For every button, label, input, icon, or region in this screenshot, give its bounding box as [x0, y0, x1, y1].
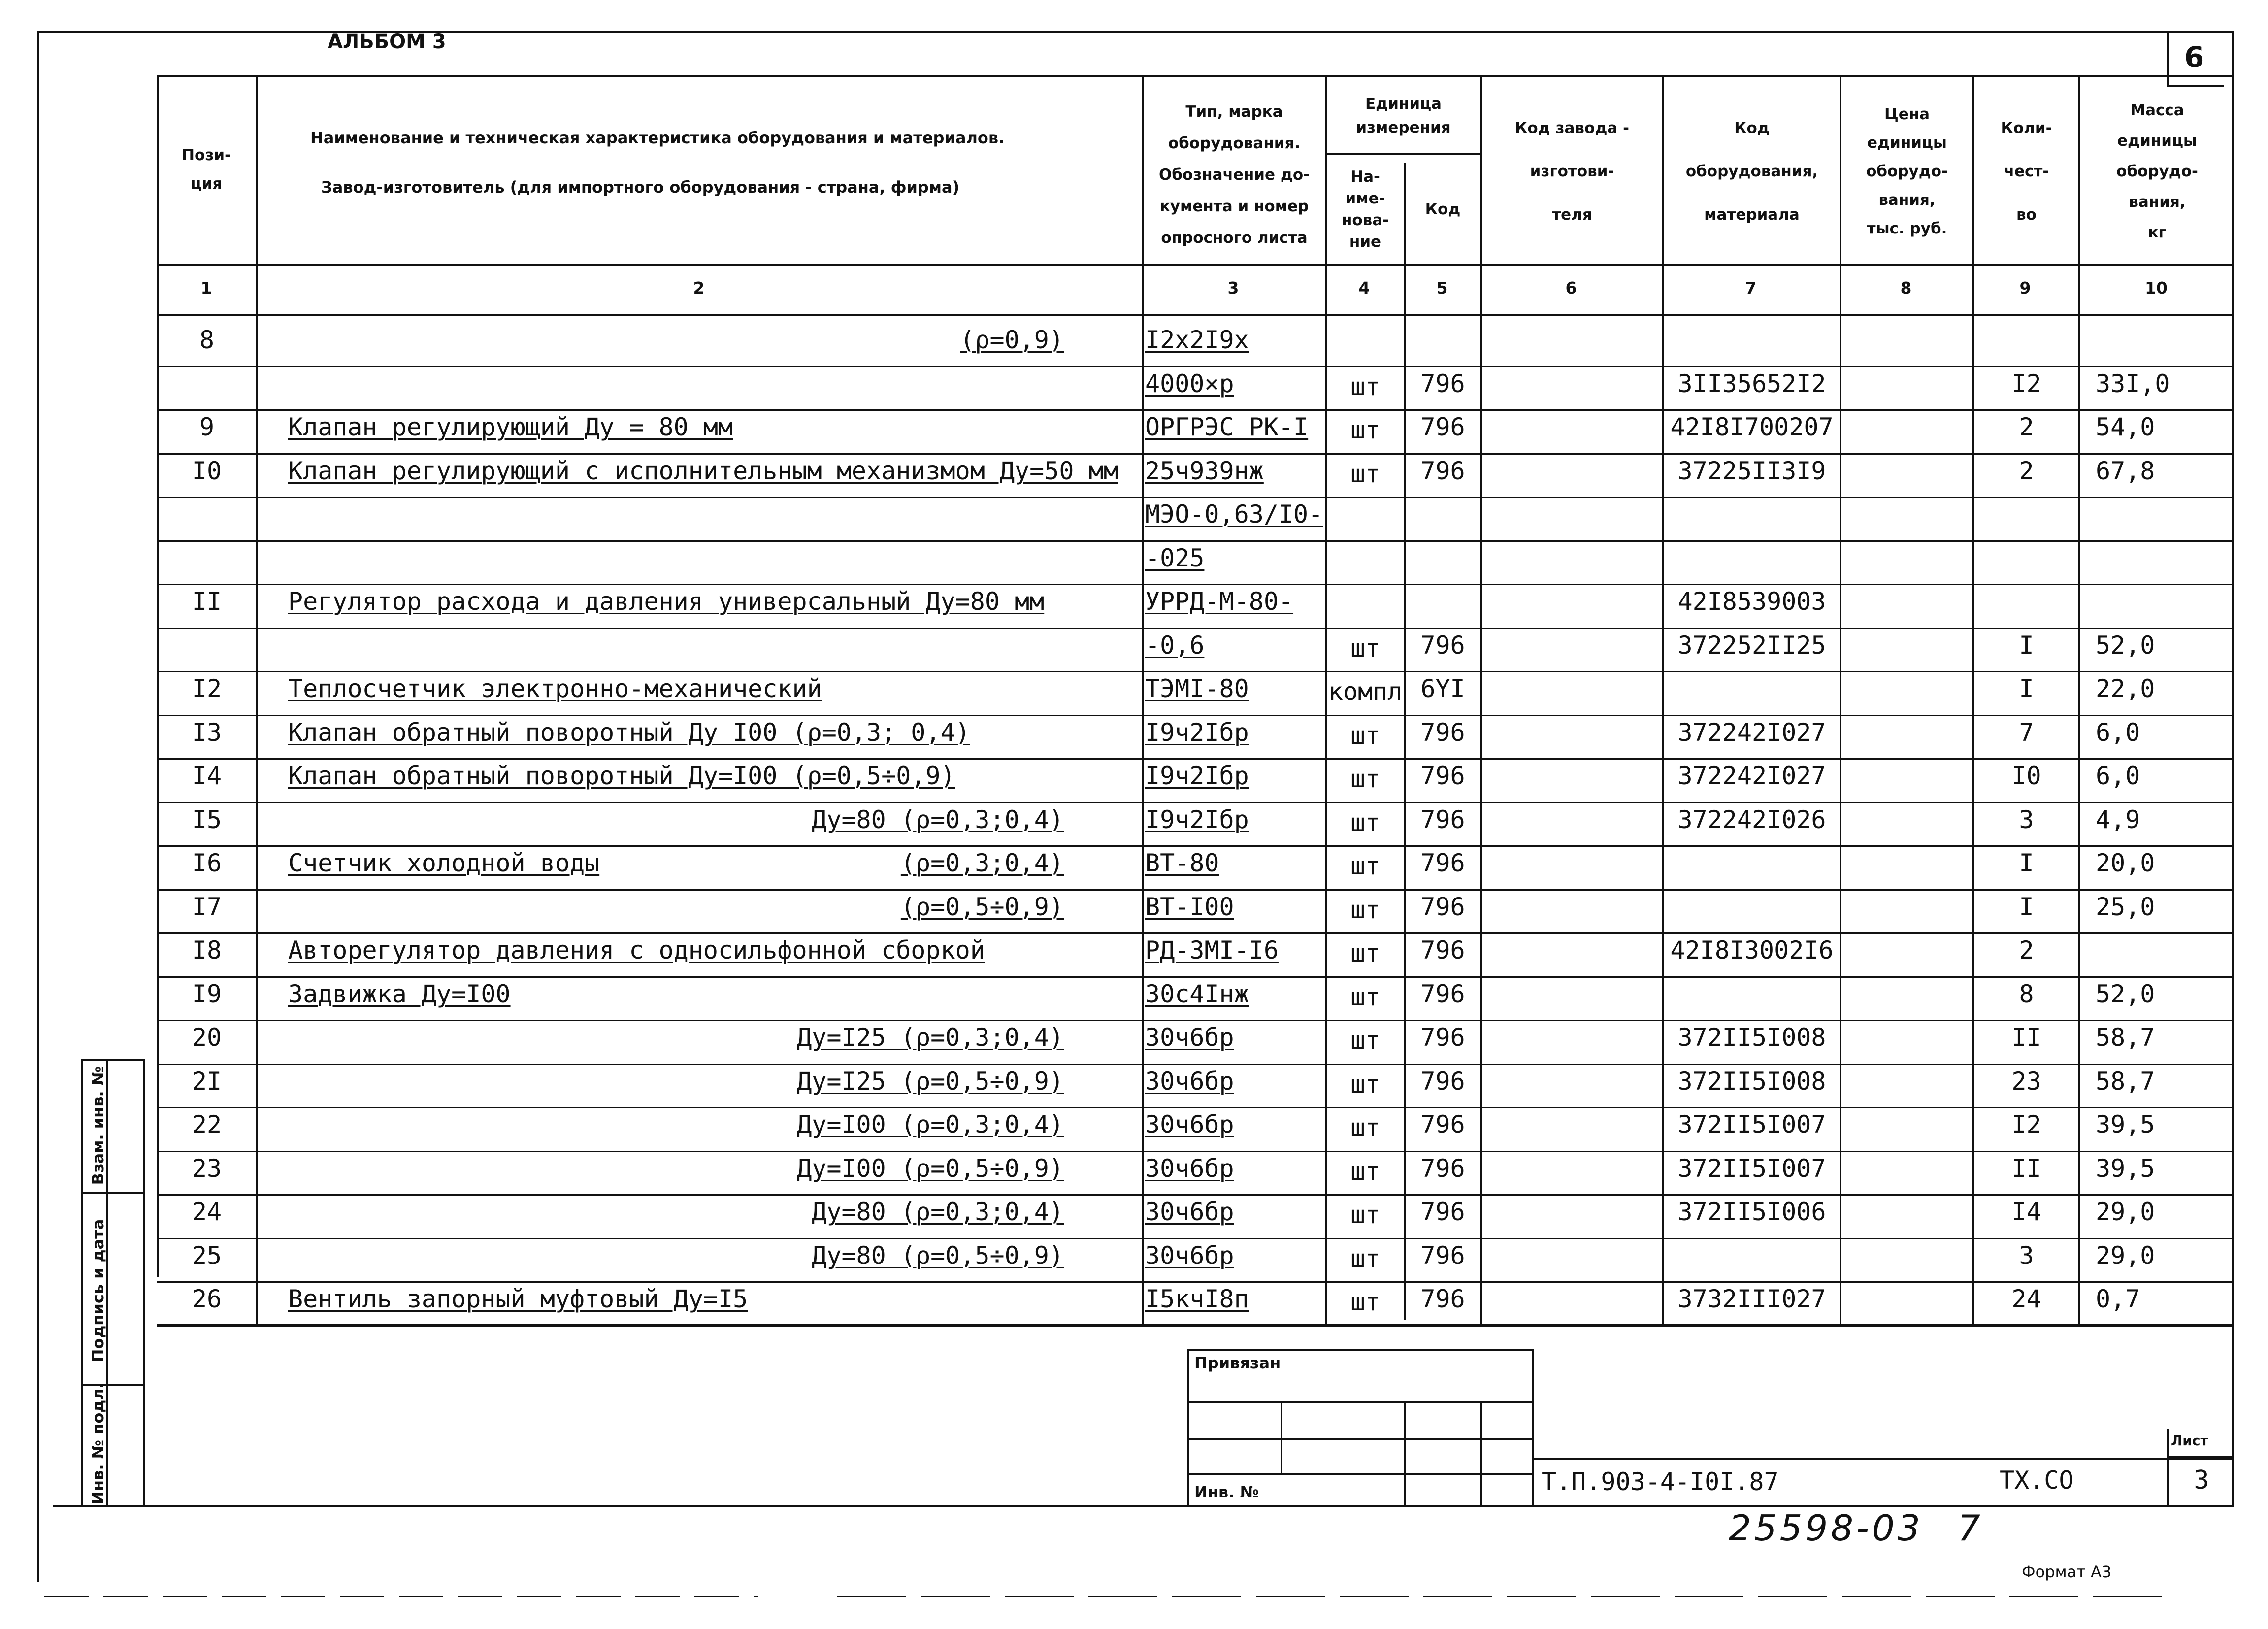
album-label: АЛЬБОМ 3 [328, 31, 446, 53]
column-number-3: 3 [1227, 278, 1239, 298]
row-position: 24 [192, 1197, 222, 1226]
row-unit-code: 796 [1420, 892, 1465, 921]
row-mass: 29,0 [2096, 1197, 2155, 1226]
row-mass: 6,0 [2096, 762, 2140, 790]
header-unit-code: Код [1425, 200, 1461, 218]
header-position: Пози- ция [182, 146, 231, 193]
colnum-bottom-line [157, 314, 2234, 316]
row-quantity: 8 [2019, 979, 2034, 1008]
row-unit-code: 6ҮI [1420, 674, 1465, 703]
row-name-detail: Ду=80 (ρ=0,3;0,4) [812, 805, 1064, 834]
row-line [157, 715, 2234, 716]
row-position: 26 [192, 1285, 222, 1313]
row-mass: 52,0 [2096, 979, 2155, 1008]
row-position: 2I [192, 1066, 222, 1096]
row-position: 8 [199, 326, 215, 354]
row-type: ОРГРЭС РК-I [1145, 413, 1309, 441]
row-quantity: 2 [2019, 413, 2034, 441]
row-mass: 33I,0 [2096, 369, 2170, 398]
row-equipment-code: 372II5I006 [1677, 1197, 1826, 1226]
stamp-title-line [1534, 1458, 2234, 1460]
row-line [157, 584, 2234, 585]
row-name: Вентиль запорный муфтовый Ду=I5 [288, 1285, 748, 1313]
column-number-4: 4 [1358, 278, 1370, 298]
row-mass: 29,0 [2096, 1241, 2155, 1270]
row-quantity: 3 [2019, 805, 2034, 834]
row-unit: шт [1350, 721, 1381, 750]
row-line [157, 758, 2234, 760]
row-unit-code: 796 [1420, 1110, 1465, 1139]
row-equipment-code: 372242I027 [1677, 762, 1826, 790]
row-equipment-code: 372II5I008 [1677, 1066, 1826, 1096]
row-name: Задвижка Ду=I00 [288, 979, 511, 1008]
row-equipment-code: 372II5I008 [1677, 1023, 1826, 1052]
row-quantity: 2 [2019, 456, 2034, 485]
row-quantity: 3 [2019, 1241, 2034, 1270]
row-unit-code: 796 [1420, 936, 1465, 964]
row-unit: шт [1350, 895, 1381, 924]
row-quantity: II [2011, 1154, 2041, 1183]
row-position: 9 [199, 413, 215, 441]
row-line [157, 976, 2234, 978]
row-unit-code: 796 [1420, 1066, 1465, 1096]
row-type: 30ч6бр [1145, 1066, 1234, 1096]
left-margin-line [37, 31, 39, 1582]
column-number-5: 5 [1436, 278, 1448, 298]
row-quantity: I [2019, 849, 2034, 877]
header-name-line1: Наименование и техническая характеристика оборудования и материалов. [310, 129, 1005, 147]
stamp-vline-3 [1480, 1401, 1482, 1507]
side-strip-top [81, 1059, 145, 1061]
row-name: Счетчик холодной воды [288, 849, 600, 877]
row-unit: компл [1328, 677, 1403, 706]
row-unit-code: 796 [1420, 1154, 1465, 1183]
row-position: I3 [192, 718, 222, 747]
row-line [157, 845, 2234, 847]
row-name-detail: Ду=80 (ρ=0,3;0,4) [812, 1197, 1064, 1226]
row-name: Клапан регулирующий с исполнительным механизмом Ду=50 мм [288, 456, 1118, 485]
side-strip-right-line [143, 1059, 145, 1507]
row-unit: шт [1350, 765, 1381, 793]
row-mass: 52,0 [2096, 631, 2155, 660]
row-type: I9ч2Iбр [1145, 718, 1249, 747]
row-name: Теплосчетчик электронно-механический [288, 674, 822, 703]
row-unit: шт [1350, 1288, 1381, 1316]
row-unit: шт [1350, 1200, 1381, 1229]
row-unit: шт [1350, 1069, 1381, 1098]
row-name: Клапан регулирующий Ду = 80 мм [288, 413, 733, 441]
header-unit-group: Единица измерения [1356, 95, 1451, 136]
row-equipment-code: 372II5I007 [1677, 1154, 1826, 1183]
row-quantity: 23 [2011, 1066, 2041, 1096]
row-equipment-code: 3732III027 [1677, 1285, 1826, 1313]
row-position: I5 [192, 805, 222, 834]
row-type: 30ч6бр [1145, 1110, 1234, 1139]
row-position: 25 [192, 1241, 222, 1270]
row-mass: 67,8 [2096, 456, 2155, 485]
side-label-signature-date: Подпись и дата [89, 1219, 107, 1363]
side-label-replace-inv: Взам. инв. № [89, 1066, 107, 1185]
stamp-doc-code: Т.П.903-4-I0I.87 [1542, 1467, 1779, 1496]
row-mass: 6,0 [2096, 718, 2140, 747]
row-unit: шт [1350, 1113, 1381, 1142]
row-mass: 22,0 [2096, 674, 2155, 703]
row-unit-code: 796 [1420, 979, 1465, 1008]
row-unit-code: 796 [1420, 456, 1465, 485]
corner-page-number: 6 [2184, 40, 2204, 74]
row-unit: шт [1350, 808, 1381, 837]
stamp-sheet-line [2167, 1456, 2234, 1458]
row-name-detail: Ду=I00 (ρ=0,3;0,4) [797, 1110, 1064, 1139]
header-unit-name: На- име- нова- ние [1341, 167, 1389, 251]
row-name-detail: (ρ=0,3;0,4) [900, 849, 1064, 877]
row-line [157, 1151, 2234, 1152]
row-unit: шт [1350, 1244, 1381, 1273]
row-unit: шт [1350, 1026, 1381, 1055]
row-position: II [192, 587, 222, 616]
row-type: I9ч2Iбр [1145, 805, 1249, 834]
row-type: 30с4Iнж [1145, 979, 1249, 1008]
row-type: 30ч6бр [1145, 1154, 1234, 1183]
row-quantity: I [2019, 674, 2034, 703]
row-position: I8 [192, 936, 222, 964]
column-number-8: 8 [1900, 278, 1912, 298]
row-unit-code: 796 [1420, 631, 1465, 660]
row-equipment-code: 37225II3I9 [1677, 456, 1826, 485]
row-position: 22 [192, 1110, 222, 1139]
column-number-7: 7 [1745, 278, 1757, 298]
row-mass: 39,5 [2096, 1110, 2155, 1139]
row-equipment-code: 372II5I007 [1677, 1110, 1826, 1139]
row-line [157, 453, 2234, 455]
row-unit: шт [1350, 459, 1381, 488]
row-type: I9ч2Iбр [1145, 762, 1249, 790]
row-unit: шт [1350, 372, 1381, 401]
row-name-detail: Ду=I25 (ρ=0,3;0,4) [797, 1023, 1064, 1052]
row-type: 25ч939нж [1145, 456, 1264, 485]
row-unit: шт [1350, 416, 1381, 444]
row-unit-code: 796 [1420, 1241, 1465, 1270]
row-line [157, 628, 2234, 629]
row-equipment-code: 372252II25 [1677, 631, 1826, 660]
row-mass: 39,5 [2096, 1154, 2155, 1183]
column-number-1: 1 [200, 278, 212, 298]
row-unit: шт [1350, 852, 1381, 880]
row-type: ВТ-80 [1145, 849, 1219, 877]
row-name: Авторегулятор давления с односильфонной сборкой [288, 936, 985, 964]
stamp-vline-2 [1404, 1401, 1406, 1507]
row-type: 4000×р [1145, 369, 1234, 398]
header-name-line2: Завод-изготовитель (для импортного оборудования - страна, фирма) [321, 178, 960, 197]
row-mass: 20,0 [2096, 849, 2155, 877]
row-type: 30ч6бр [1145, 1023, 1234, 1052]
row-line [157, 497, 2234, 498]
row-line [157, 1238, 2234, 1239]
row-unit: шт [1350, 939, 1381, 967]
row-name-detail: Ду=I00 (ρ=0,5÷0,9) [797, 1154, 1064, 1183]
row-unit: шт [1350, 982, 1381, 1011]
header-bottom-line [157, 264, 2234, 266]
row-unit: шт [1350, 633, 1381, 663]
row-quantity: I [2019, 892, 2034, 921]
row-equipment-code: 3II35652I2 [1677, 369, 1826, 398]
row-type: I5кчI8п [1145, 1285, 1249, 1313]
row-name-detail: Ду=I25 (ρ=0,5÷0,9) [797, 1066, 1064, 1096]
row-mass: 54,0 [2096, 413, 2155, 441]
row-position: I4 [192, 762, 222, 790]
row-position: I7 [192, 892, 222, 921]
stamp-inv-label: Инв. № [1194, 1483, 1259, 1501]
row-mass: 58,7 [2096, 1066, 2155, 1096]
row-mass: 58,7 [2096, 1023, 2155, 1052]
row-type: РД-3МI-I6 [1145, 936, 1279, 964]
row-unit-code: 796 [1420, 1023, 1465, 1052]
row-name: Клапан обратный поворотный Ду I00 (ρ=0,3; 0,4) [288, 718, 970, 747]
row-quantity: 2 [2019, 936, 2034, 964]
col-line-2 [1142, 75, 1144, 1326]
row-name-detail: (ρ=0,5÷0,9) [900, 892, 1064, 921]
side-strip-left-line [81, 1059, 83, 1507]
row-line [157, 409, 2234, 411]
row-line [157, 1020, 2234, 1021]
header-quantity: Коли- чест- во [2001, 119, 2052, 224]
column-number-10: 10 [2145, 278, 2168, 298]
column-number-9: 9 [2019, 278, 2031, 298]
row-line [157, 889, 2234, 891]
row-quantity: I [2019, 631, 2034, 660]
footer-page: 7 [1958, 1507, 1980, 1549]
row-type: I2x2I9x [1145, 326, 1249, 354]
stamp-sheet-label: Лист [2171, 1432, 2208, 1449]
row-unit: шт [1350, 1157, 1381, 1186]
row-equipment-code: 42I8I700207 [1670, 413, 1834, 441]
row-quantity: I4 [2011, 1197, 2041, 1226]
column-number-6: 6 [1565, 278, 1577, 298]
stamp-mark: ТХ.СО [2000, 1466, 2074, 1495]
row-type: ТЭМI-80 [1145, 674, 1249, 703]
row-line [157, 540, 2234, 542]
row-type: ВТ-I00 [1145, 892, 1234, 921]
header-equipment-code: Код оборудования, материала [1685, 119, 1818, 224]
col-line-1 [256, 75, 258, 1326]
row-unit-code: 796 [1420, 849, 1465, 877]
stamp-line-3 [1187, 1473, 1534, 1475]
stamp-vline-1 [1281, 1401, 1282, 1473]
row-name-detail: (ρ=0,9) [960, 326, 1064, 354]
row-name: Клапан обратный поворотный Ду=I00 (ρ=0,5÷0,9) [288, 762, 955, 790]
row-line [157, 932, 2234, 934]
stamp-bound-label: Привязан [1194, 1354, 1281, 1372]
row-unit-code: 796 [1420, 718, 1465, 747]
row-unit-code: 796 [1420, 369, 1465, 398]
row-equipment-code: 42I8I3002I6 [1670, 936, 1834, 964]
row-position: 20 [192, 1023, 222, 1052]
row-position: I0 [192, 456, 222, 485]
row-line [157, 802, 2234, 803]
row-line [157, 1194, 2234, 1196]
bottom-dash-line [44, 1596, 758, 1597]
row-unit-code: 796 [1420, 1197, 1465, 1226]
row-line [157, 1064, 2234, 1065]
row-type: 30ч6бр [1145, 1197, 1234, 1226]
table-top-line [157, 75, 2234, 77]
column-number-2: 2 [693, 278, 705, 298]
row-position: I6 [192, 849, 222, 877]
row-unit-code: 796 [1420, 805, 1465, 834]
side-label-inv-orig: Инв. № подл. [89, 1382, 107, 1504]
header-factory-code: Код завода - изготови- теля [1515, 119, 1629, 224]
row-position: I2 [192, 674, 222, 703]
stamp-line-1 [1187, 1401, 1534, 1403]
bottom-dash-line-2 [837, 1596, 2167, 1597]
format-label: Формат А3 [2022, 1563, 2112, 1581]
row-equipment-code: 372242I026 [1677, 805, 1826, 834]
row-unit-code: 796 [1420, 1285, 1465, 1313]
row-name: Регулятор расхода и давления универсальный Ду=80 мм [288, 587, 1045, 616]
header-mass: Масса единицы оборудо- вания, кг [2116, 101, 2198, 241]
row-type: УРРД-М-80- [1145, 587, 1294, 616]
row-unit-code: 796 [1420, 413, 1465, 441]
row-mass: 25,0 [2096, 892, 2155, 921]
row-name-detail: Ду=80 (ρ=0,5÷0,9) [812, 1241, 1064, 1270]
row-line [157, 671, 2234, 672]
row-type: 30ч6бр [1145, 1241, 1234, 1270]
row-line [157, 366, 2234, 367]
row-unit-code: 796 [1420, 762, 1465, 790]
stamp-line-2 [1187, 1438, 1534, 1440]
row-type: -0,6 [1145, 631, 1205, 660]
row-quantity: I2 [2011, 369, 2041, 398]
side-strip-bottom [81, 1505, 145, 1507]
row-quantity: 7 [2019, 718, 2034, 747]
row-equipment-code: 42I8539003 [1677, 587, 1826, 616]
row-type: МЭО-0,63/I0- [1145, 500, 1323, 529]
row-position: 23 [192, 1154, 222, 1183]
row-type: -025 [1145, 543, 1205, 572]
row-quantity: I2 [2011, 1110, 2041, 1139]
row-quantity: II [2011, 1023, 2041, 1052]
footer-number: 25598-03 [1729, 1507, 1923, 1549]
row-line [157, 1325, 2234, 1327]
row-quantity: 24 [2011, 1285, 2041, 1313]
stamp-sheet-number: 3 [2194, 1465, 2209, 1495]
side-strip-div1 [81, 1192, 145, 1194]
header-type: Тип, марка оборудования. Обозначение до- кумента и номер опросного листа [1158, 103, 1310, 247]
row-equipment-code: 372242I027 [1677, 718, 1826, 747]
row-position: I9 [192, 979, 222, 1008]
row-line [157, 1107, 2234, 1108]
header-price: Цена единицы оборудо- вания, тыс. руб. [1866, 105, 1948, 237]
row-line [157, 1281, 2234, 1283]
row-mass: 4,9 [2096, 805, 2140, 834]
row-mass: 0,7 [2096, 1285, 2140, 1313]
row-quantity: I0 [2011, 762, 2041, 790]
